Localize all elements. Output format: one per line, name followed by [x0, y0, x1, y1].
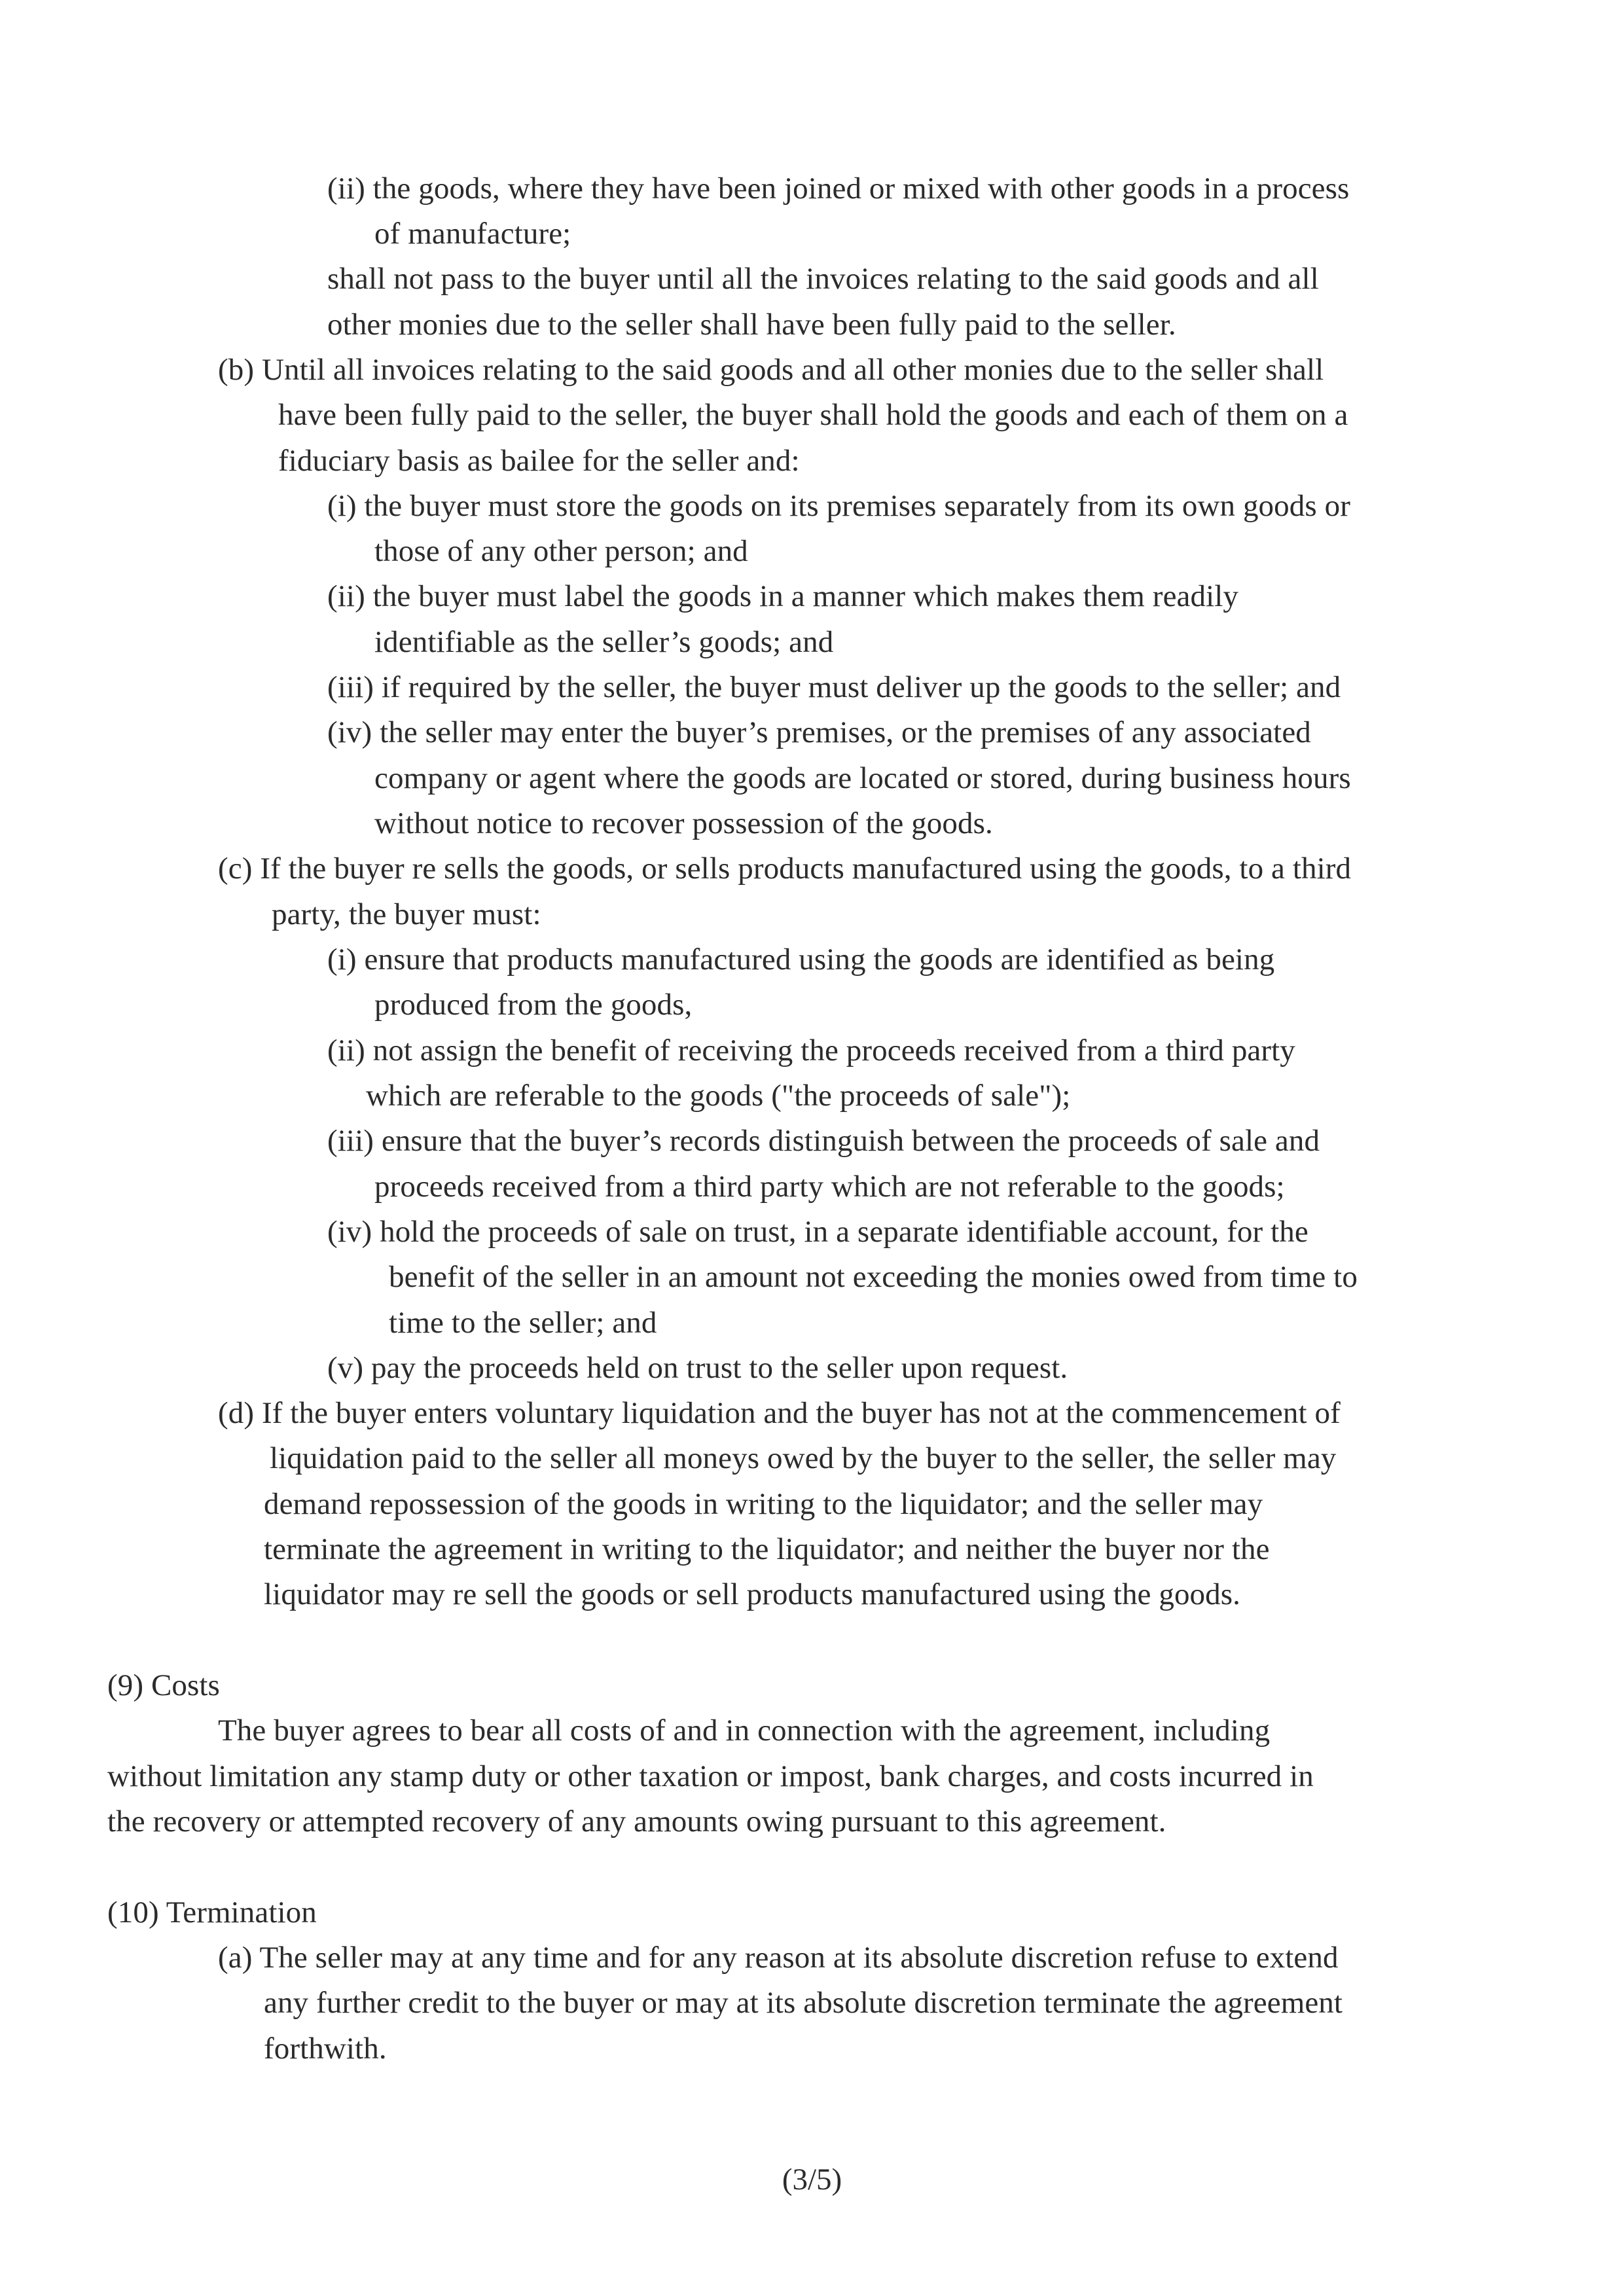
text-line: (iii) if required by the seller, the buyer must deliver up the goods to the seller; and	[327, 670, 1341, 704]
text-line: shall not pass to the buyer until all the invoices relating to the said goods and all	[327, 262, 1319, 296]
text-line: without notice to recover possession of the goods.	[374, 806, 993, 840]
text-line: (ii) not assign the benefit of receiving the proceeds received from a third party	[327, 1033, 1295, 1067]
text-line: party, the buyer must:	[272, 897, 541, 931]
text-line: which are referable to the goods ("the proceeds of sale");	[366, 1079, 1071, 1113]
page-number: (3/5)	[782, 2162, 842, 2197]
text-line: (ii) the goods, where they have been joined or mixed with other goods in a process	[327, 171, 1350, 206]
text-line: fiduciary basis as bailee for the seller and:	[278, 444, 800, 478]
text-line: (ii) the buyer must label the goods in a manner which makes them readily	[327, 579, 1239, 613]
section-heading-costs: (9) Costs	[107, 1668, 220, 1702]
text-line: of manufacture;	[374, 217, 571, 251]
text-line: (v) pay the proceeds held on trust to the seller upon request.	[327, 1351, 1068, 1385]
text-line: (c) If the buyer re sells the goods, or sells products manufactured using the goods, to a third	[218, 852, 1352, 886]
text-line: benefit of the seller in an amount not exceeding the monies owed from time to	[389, 1260, 1358, 1294]
text-line: liquidation paid to the seller all moneys owed by the buyer to the seller, the seller may	[270, 1441, 1337, 1475]
text-line: time to the seller; and	[389, 1306, 657, 1340]
text-line: company or agent where the goods are located or stored, during business hours	[374, 761, 1351, 795]
text-line: proceeds received from a third party which are not referable to the goods;	[374, 1170, 1285, 1204]
text-line: produced from the goods,	[374, 988, 693, 1022]
text-line: those of any other person; and	[374, 534, 748, 568]
text-line: demand repossession of the goods in writing to the liquidator; and the seller may	[264, 1487, 1263, 1521]
text-line: (d) If the buyer enters voluntary liquidation and the buyer has not at the commencement of	[218, 1396, 1341, 1430]
text-line: without limitation any stamp duty or other taxation or impost, bank charges, and costs incurred in	[107, 1759, 1314, 1793]
text-line: (i) the buyer must store the goods on its premises separately from its own goods or	[327, 489, 1350, 523]
section-heading-termination: (10) Termination	[107, 1895, 317, 1929]
text-line: liquidator may re sell the goods or sell products manufactured using the goods.	[264, 1577, 1241, 1611]
text-line: terminate the agreement in writing to the liquidator; and neither the buyer nor the	[264, 1532, 1270, 1566]
text-line: (iv) hold the proceeds of sale on trust, in a separate identifiable account, for the	[327, 1215, 1308, 1249]
text-line: (i) ensure that products manufactured using the goods are identified as being	[327, 942, 1275, 977]
text-line: identifiable as the seller’s goods; and	[374, 625, 834, 659]
text-line: (a) The seller may at any time and for any reason at its absolute discretion refuse to extend	[218, 1941, 1339, 1975]
text-line: any further credit to the buyer or may at its absolute discretion terminate the agreement	[264, 1986, 1343, 2020]
text-line: the recovery or attempted recovery of any amounts owing pursuant to this agreement.	[107, 1804, 1166, 1839]
text-line: (iii) ensure that the buyer’s records distinguish between the proceeds of sale and	[327, 1124, 1320, 1158]
text-line: forthwith.	[264, 2032, 387, 2066]
text-line: (b) Until all invoices relating to the said goods and all other monies due to the seller shall	[218, 353, 1324, 387]
text-line: have been fully paid to the seller, the buyer shall hold the goods and each of them on a	[278, 398, 1348, 432]
text-line: other monies due to the seller shall have been fully paid to the seller.	[327, 308, 1176, 342]
text-line: (iv) the seller may enter the buyer’s premises, or the premises of any associated	[327, 715, 1311, 749]
text-line: The buyer agrees to bear all costs of and in connection with the agreement, including	[218, 1713, 1271, 1748]
